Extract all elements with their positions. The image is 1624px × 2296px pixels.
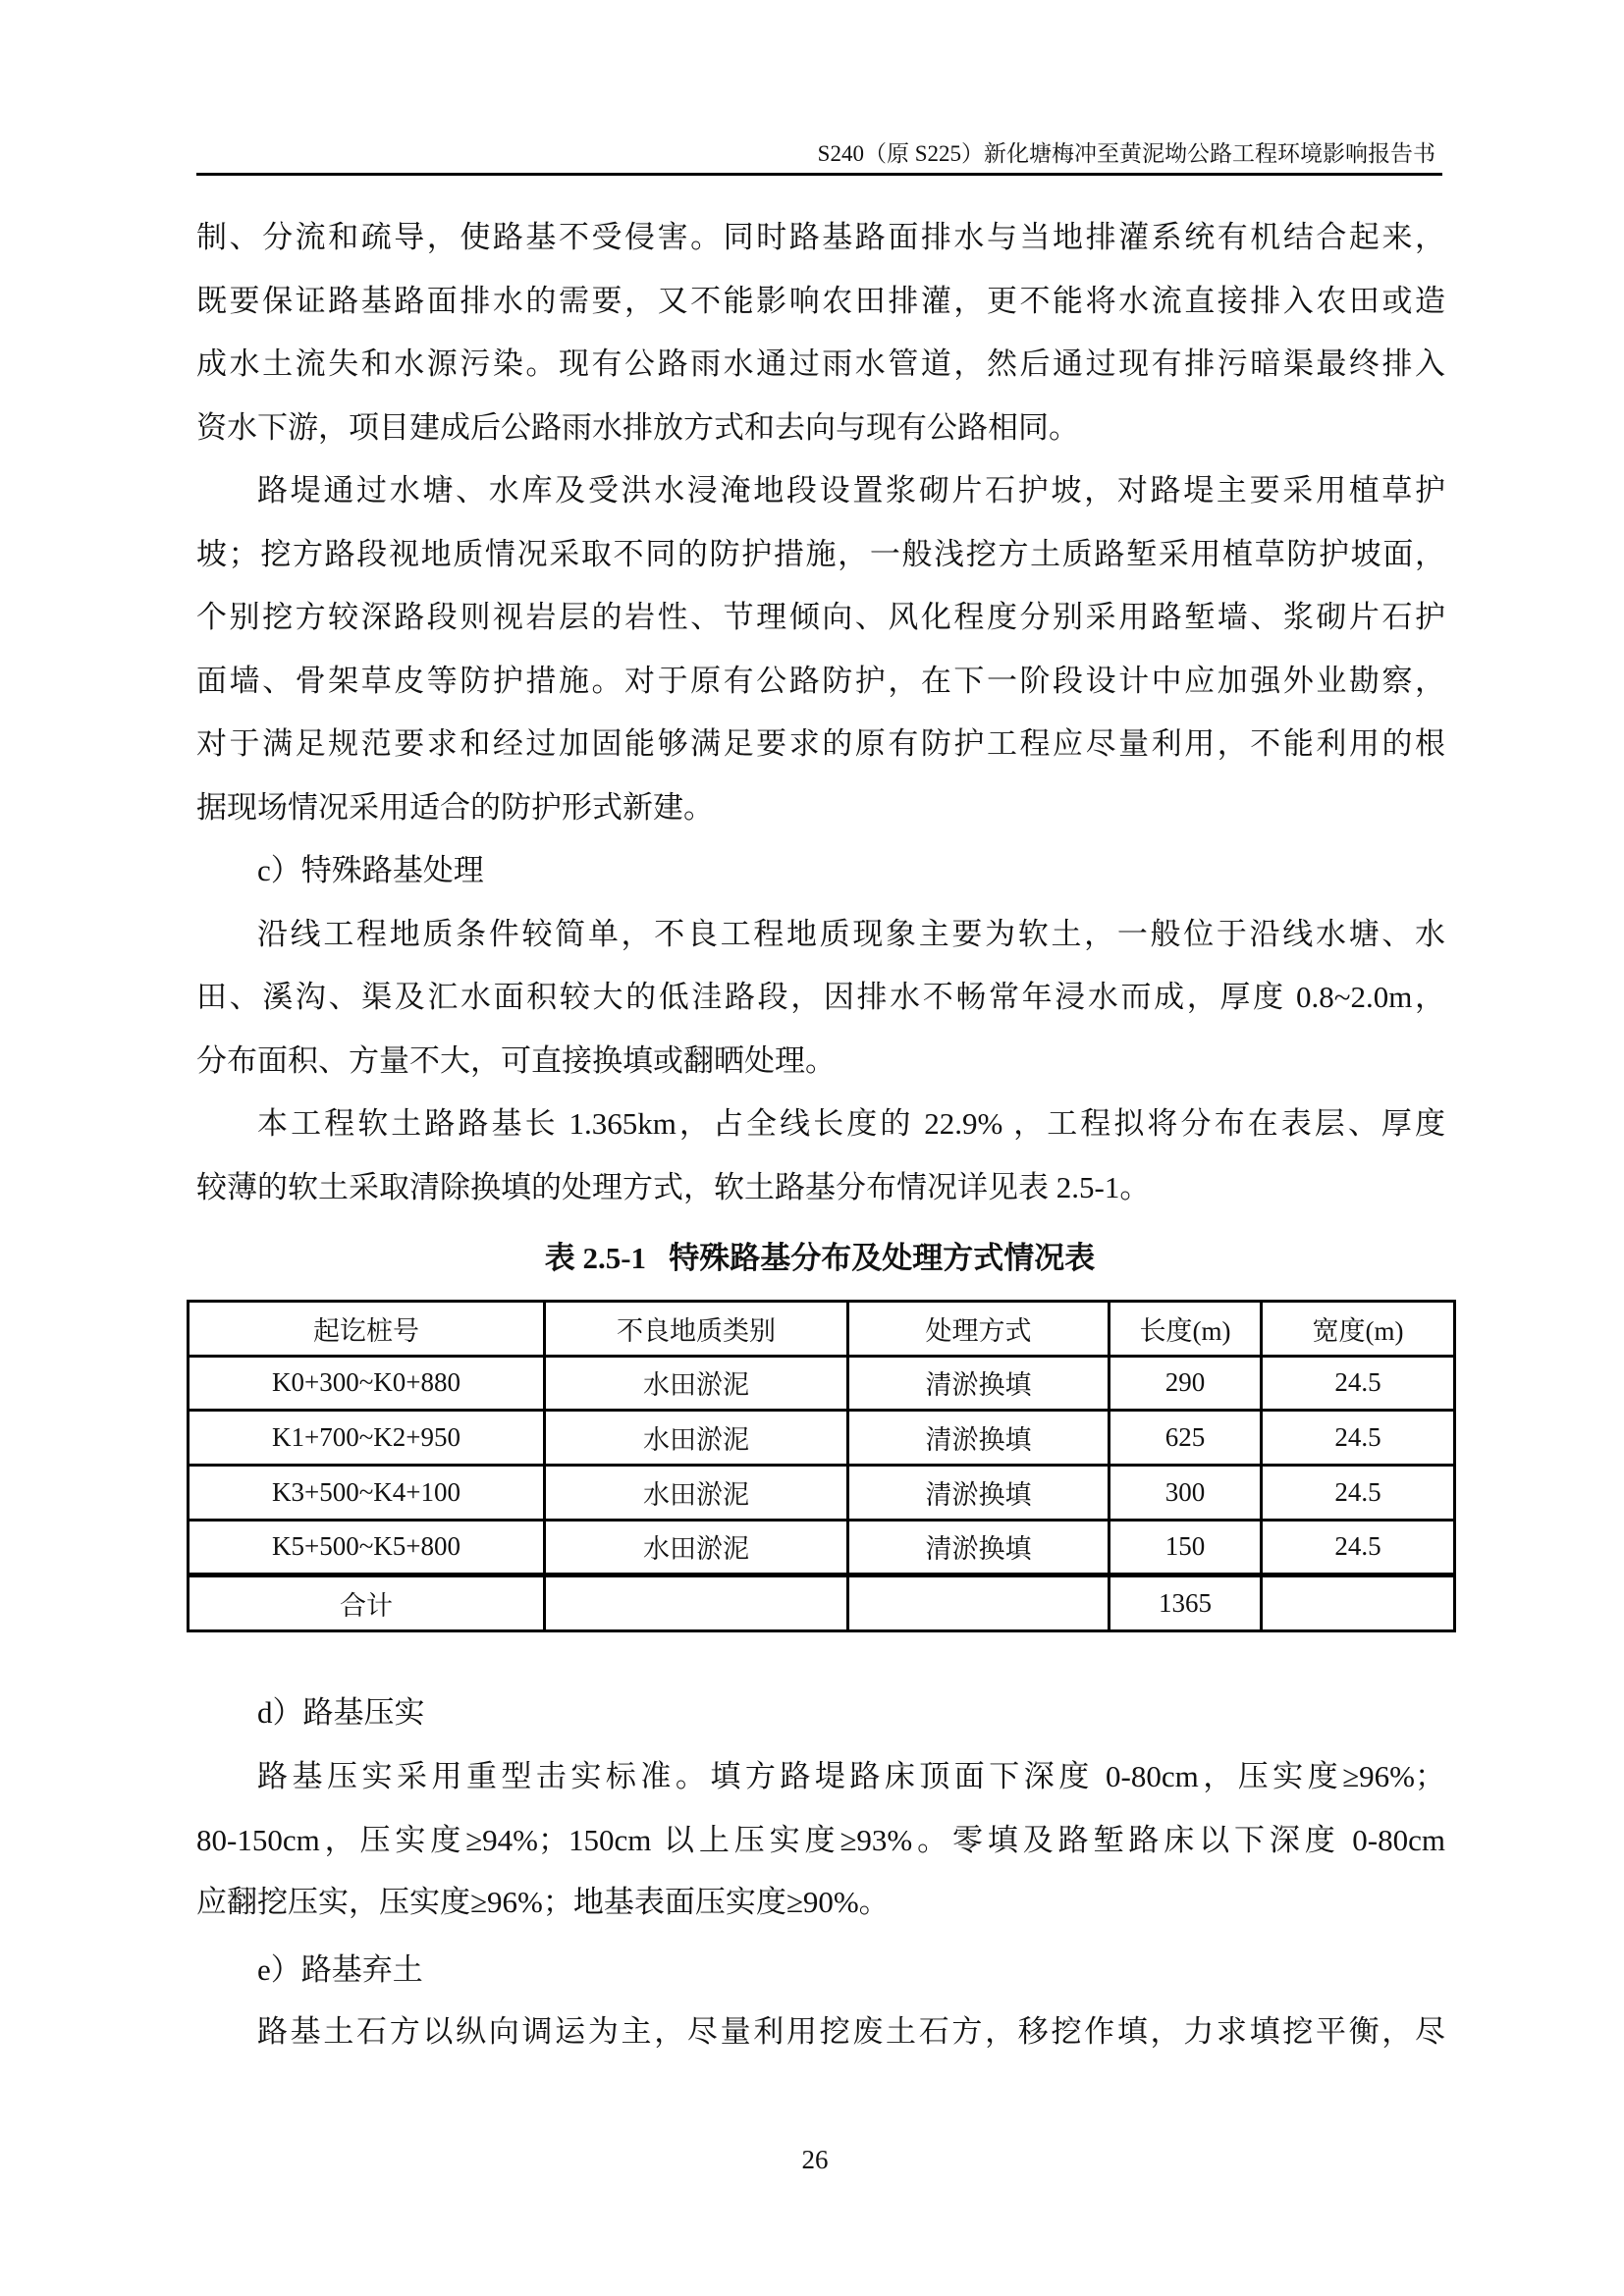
cell-geology-type: 水田淤泥 [545, 1411, 848, 1466]
cell-station-range: K5+500~K5+800 [189, 1520, 545, 1575]
para2-line-3: 个别挖方较深路段则视岩层的岩性、节理倾向、风化程度分别采用路堑墙、浆砌片石护 [196, 600, 1445, 634]
cell-treatment: 清淤换填 [848, 1411, 1110, 1466]
para1-line-3: 成水土流失和水源污染。现有公路雨水通过雨水管道，然后通过现有排污暗渠最终排入 [196, 347, 1445, 381]
header-station-range: 起讫桩号 [189, 1302, 545, 1357]
table-caption: 表 2.5-1 特殊路基分布及处理方式情况表 [544, 1241, 1096, 1275]
cell-station-range: K0+300~K0+880 [189, 1356, 545, 1411]
header-divider [196, 173, 1442, 176]
cell-length: 150 [1110, 1520, 1262, 1575]
para5-line-2: 80-150cm，压实度≥94%；150cm 以上压实度≥93%。零填及路堑路床以下深度 0-80cm [196, 1823, 1445, 1857]
document-header-title: S240（原 S225）新化塘梅冲至黄泥坳公路工程环境影响报告书 [817, 141, 1435, 166]
header-width: 宽度(m) [1262, 1302, 1455, 1357]
section-heading-d: d）路基压实 [257, 1695, 425, 1730]
table-total-row [189, 1575, 1455, 1631]
table-row [189, 1465, 1455, 1520]
table-header-row [189, 1302, 1455, 1357]
para2-line-6: 据现场情况采用适合的防护形式新建。 [196, 790, 714, 825]
cell-station-range: K3+500~K4+100 [189, 1465, 545, 1520]
table-row [189, 1356, 1455, 1411]
cell-treatment: 清淤换填 [848, 1465, 1110, 1520]
section-heading-e: e）路基弃土 [257, 1952, 423, 1987]
para5-line-3: 应翻挖压实，压实度≥96%；地基表面压实度≥90%。 [196, 1885, 890, 1919]
cell-length: 290 [1110, 1356, 1262, 1411]
cell-treatment: 清淤换填 [848, 1356, 1110, 1411]
cell-length: 625 [1110, 1411, 1262, 1466]
header-geology-type: 不良地质类别 [545, 1302, 848, 1357]
cell-length: 300 [1110, 1465, 1262, 1520]
header-length: 长度(m) [1110, 1302, 1262, 1357]
cell-total-geology [545, 1575, 848, 1631]
cell-geology-type: 水田淤泥 [545, 1520, 848, 1575]
cell-width: 24.5 [1262, 1465, 1455, 1520]
para4-line-2: 较薄的软土采取清除换填的处理方式，软土路基分布情况详见表 2.5-1。 [196, 1170, 1151, 1204]
para2-line-1: 路堤通过水塘、水库及受洪水浸淹地段设置浆砌片石护坡，对路堤主要采用植草护 [257, 473, 1445, 507]
para3-line-2: 田、溪沟、渠及汇水面积较大的低洼路段，因排水不畅常年浸水而成，厚度 0.8~2.0m， [196, 980, 1445, 1014]
special-subgrade-table [187, 1300, 1456, 1632]
para3-line-1: 沿线工程地质条件较简单，不良工程地质现象主要为软土，一般位于沿线水塘、水 [257, 917, 1445, 951]
section-heading-c: c）特殊路基处理 [257, 853, 484, 887]
cell-station-range: K1+700~K2+950 [189, 1411, 545, 1466]
cell-width: 24.5 [1262, 1411, 1455, 1466]
para1-line-1: 制、分流和疏导，使路基不受侵害。同时路基路面排水与当地排灌系统有机结合起来， [196, 220, 1445, 254]
cell-geology-type: 水田淤泥 [545, 1465, 848, 1520]
para2-line-4: 面墙、骨架草皮等防护措施。对于原有公路防护，在下一阶段设计中应加强外业勘察， [196, 664, 1445, 698]
cell-width: 24.5 [1262, 1356, 1455, 1411]
para1-line-2: 既要保证路基路面排水的需要，又不能影响农田排灌，更不能将水流直接排入农田或造 [196, 284, 1445, 318]
cell-width: 24.5 [1262, 1520, 1455, 1575]
para4-line-1: 本工程软土路路基长 1.365km，占全线长度的 22.9% ，工程拟将分布在表层、厚度 [257, 1106, 1445, 1141]
cell-total-length: 1365 [1110, 1575, 1262, 1631]
para5-line-1: 路基压实采用重型击实标准。填方路堤路床顶面下深度 0-80cm，压实度≥96%； [257, 1759, 1445, 1793]
para2-line-5: 对于满足规范要求和经过加固能够满足要求的原有防护工程应尽量利用，不能利用的根 [196, 726, 1445, 761]
para1-line-4: 资水下游，项目建成后公路雨水排放方式和去向与现有公路相同。 [196, 410, 1079, 445]
cell-treatment: 清淤换填 [848, 1520, 1110, 1575]
para2-line-2: 坡；挖方路段视地质情况采取不同的防护措施，一般浅挖方土质路堑采用植草防护坡面， [196, 537, 1445, 571]
cell-total-width [1262, 1575, 1455, 1631]
table-row [189, 1411, 1455, 1466]
table-row [189, 1520, 1455, 1575]
cell-total-treatment [848, 1575, 1110, 1631]
cell-geology-type: 水田淤泥 [545, 1356, 848, 1411]
header-treatment: 处理方式 [848, 1302, 1110, 1357]
para3-line-3: 分布面积、方量不大，可直接换填或翻晒处理。 [196, 1043, 836, 1078]
para6-line-1: 路基土石方以纵向调运为主，尽量利用挖废土石方，移挖作填，力求填挖平衡，尽 [257, 2014, 1445, 2049]
page-number: 26 [801, 2145, 829, 2174]
cell-total-label: 合计 [189, 1575, 545, 1631]
